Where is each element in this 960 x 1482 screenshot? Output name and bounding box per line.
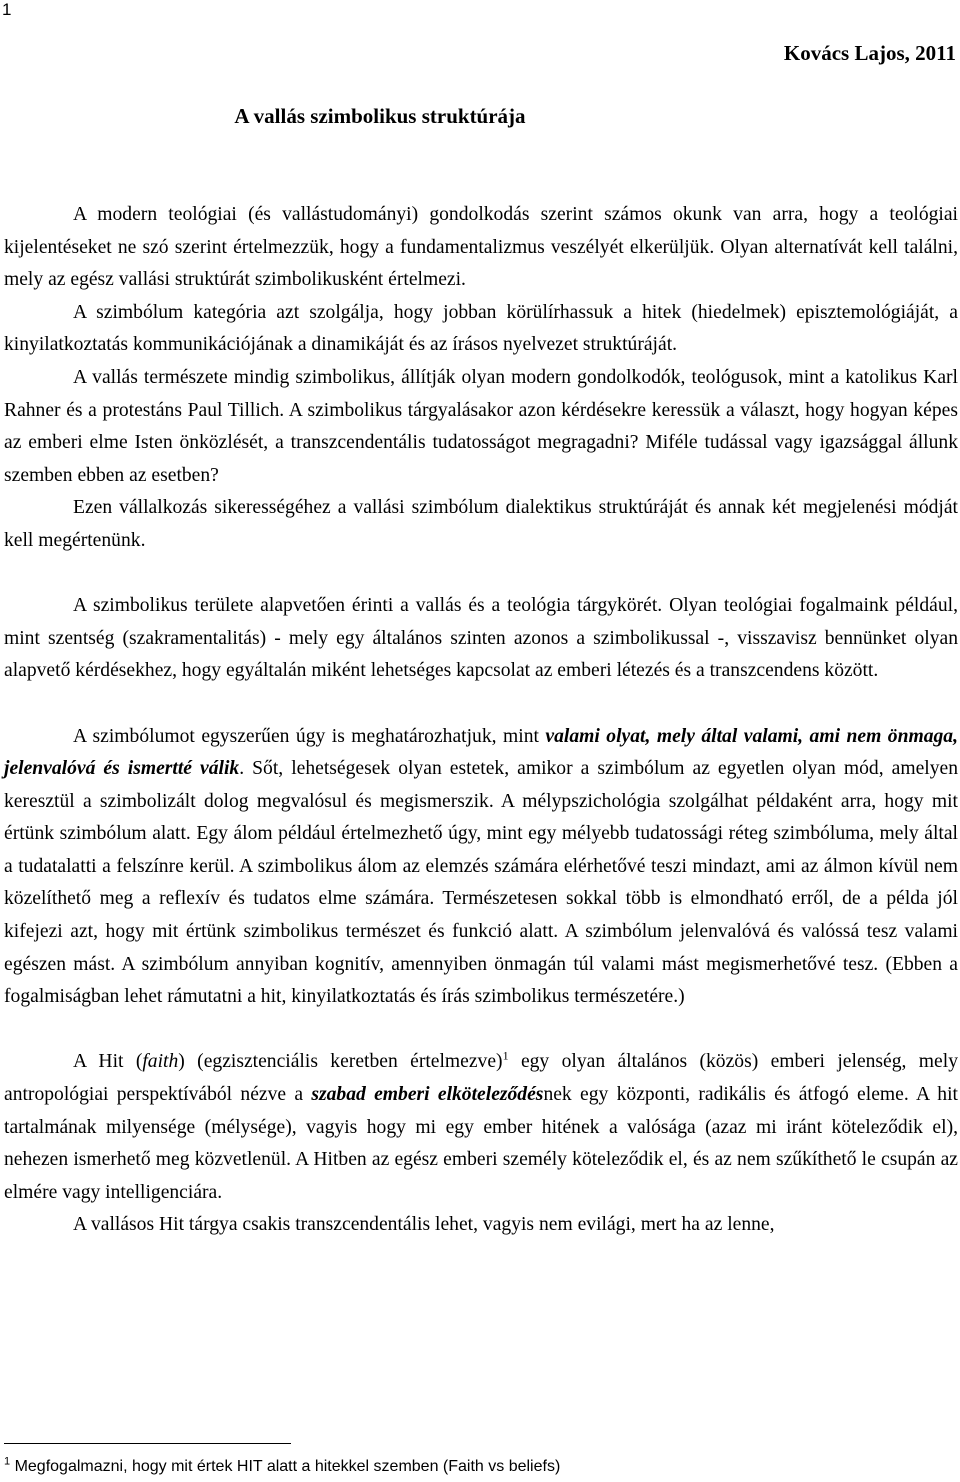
paragraph-7-b: ) (egzisztenciális keretben értelmezve) xyxy=(178,1051,503,1073)
paragraph-5: A szimbolikus területe alapvetően érinti a vallás és a teológia tárgykörét. Olyan teológiai fogalmaink például, mint szentség (szakramentalitás) - mely egy általános szinten azonos a szimbolikussal -, visszavisz bennünket olyan alapvető kérdésekhez, hogy egyáltalán miként lehetséges kapcsolat az emberi létezés és a transzcendens között. xyxy=(4,595,958,682)
footnote xyxy=(4,1456,560,1478)
paragraph-7-d: nek egy központi, radikális és átfogó eleme. A hit tartalmának milyensége (mélysége), vagyis hogy mi egy ember hitének a valósága (azaz mi iránt köteleződik el), nehezen ismerhető meg közvetlenül. A Hitben az egész emberi személy köteleződik el, és az nem szűkíthető le csupán az elmére vagy intelligenciára. xyxy=(4,1084,958,1203)
paragraph-6 xyxy=(4,721,958,1014)
paragraph-4: Ezen vállalkozás sikerességéhez a vallási szimbólum dialektikus struktúráját és annak két megjelenési módját kell megértenünk. xyxy=(4,497,958,551)
footnote-separator xyxy=(4,1443,291,1444)
paragraph-1: A modern teológiai (és vallástudományi) gondolkodás szerint számos okunk van arra, hogy a teológiai kijelentéseket ne szó szerint értelmezzük, hogy a fundamentalizmus veszélyét elkerüljük. Olyan alternatívát kell találni, mely az egész vallási struktúrát szimbolikusként értelmezi. xyxy=(4,204,958,291)
symbol-definition-emphasis: valami olyat, mely által valami, ami nem önmaga, jelenvalóvá és ismertté válik xyxy=(4,725,958,780)
body-text xyxy=(4,199,958,1242)
paragraph-8: A vallásos Hit tárgya csakis transzcendentális lehet, vagyis nem evilági, mert ha az lenne, xyxy=(73,1214,775,1236)
paragraph-7 xyxy=(4,1046,958,1209)
footnote-marker: 1 xyxy=(4,1455,11,1468)
footnote-reference[interactable]: 1 xyxy=(502,1048,509,1063)
faith-term: faith xyxy=(142,1051,179,1073)
page-number: 1 xyxy=(2,0,12,19)
document-title: A vallás szimbolikus struktúrája xyxy=(234,104,526,128)
paragraph-7-c: egy olyan általános (közös) emberi jelenség, mely antropológiai perspektívából nézve a xyxy=(4,1051,958,1106)
paragraph-7-a: A Hit ( xyxy=(73,1051,143,1073)
paragraph-6-rest: . Sőt, lehetségesek olyan estetek, amikor a szimbólum az egyetlen olyan mód, amelyen keresztül a szimbolizált dolog megvalósul és megismerszik. A mélypszichológia szolgálhat példaként arra, hogy mit értünk szimbólum alatt. Egy álom például értelmezhető úgy, mint egy mélyebb tudatossági réteg szimbóluma, mely által a tudatalatti a felszínre kerül. A szimbolikus álom az elemzés számára elérhetővé teszi mindazt, ami az álmon kívül nem közelíthető meg a reflexív és tudatos elme számára. Természetesen sokkal több is elmondható erről, de a példa jól kifejezi azt, hogy mit értünk szimbolikus természet és funkció alatt. A szimbólum jelenvalóvá és valóssá tesz valami egészen mást. A szimbólum annyiban kognitív, amennyiben önmagán túl valami mást megismerhetővé tesz. (Ebben a fogalmiságban lehet rámutatni a hit, kinyilatkoztatás és írás szimbolikus természetére.) xyxy=(4,758,958,1008)
footnote-text: Megfogalmazni, hogy mit értek HIT alatt a hitekkel szemben (Faith vs beliefs) xyxy=(10,1458,561,1475)
commitment-emphasis: szabad emberi elköteleződés xyxy=(311,1084,544,1106)
paragraph-2: A szimbólum kategória azt szolgálja, hogy jobban körülírhassuk a hitek (hiedelmek) episztemológiáját, a kinyilatkoztatás kommunikációjának a dinamikáját és az írásos nyelvezet struktúráját. xyxy=(4,301,958,356)
paragraph-3: A vallás természete mindig szimbolikus, állítják olyan modern gondolkodók, teológusok, mint a katolikus Karl Rahner és a protestáns Paul Tillich. A szimbolikus tárgyalásakor azon kérdésekre keressük a választ, hogy hogyan képes az emberi elme Isten önközlését, a transzcendentális tudatosságot megragadni? Miféle tudással vagy igazsággal állunk szemben ebben az esetben? xyxy=(4,366,958,486)
paragraph-6-lead: A szimbólumot egyszerűen úgy is meghatározhatjuk, mint xyxy=(73,725,546,747)
author-year: Kovács Lajos, 2011 xyxy=(783,41,956,65)
